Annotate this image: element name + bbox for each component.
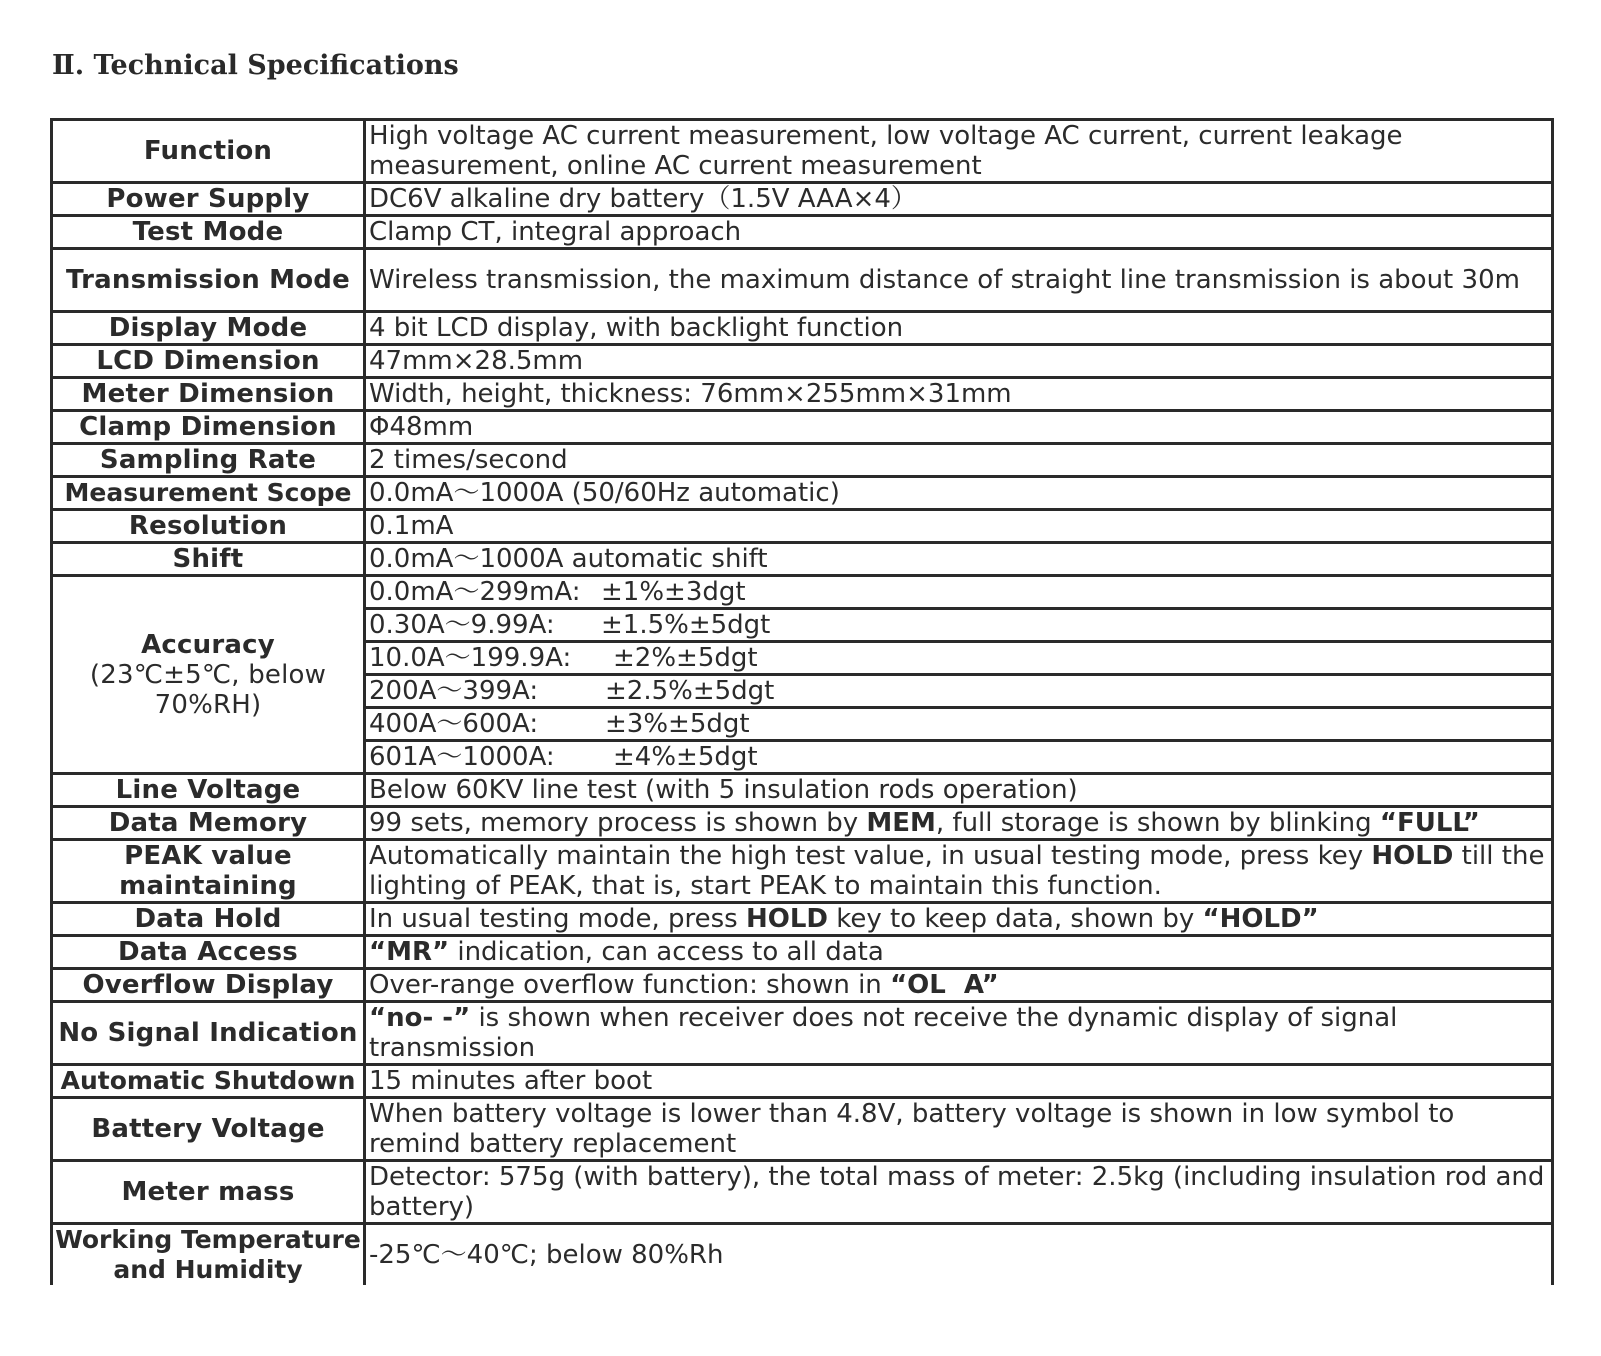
spec-value-data-access bbox=[365, 936, 1553, 969]
spec-value-function: High voltage AC current measurement, low voltage AC current, current leakage measurement, online AC current measurement bbox=[365, 120, 1553, 183]
table-row bbox=[52, 510, 1553, 543]
table-row bbox=[52, 903, 1553, 936]
spec-label-battery-voltage: Battery Voltage bbox=[52, 1098, 365, 1161]
table-row bbox=[52, 969, 1553, 1002]
table-row bbox=[52, 216, 1553, 249]
value-emphasis: “OL A” bbox=[890, 970, 999, 1000]
accuracy-tolerance: ±2.5%±5dgt bbox=[605, 676, 775, 706]
value-text: In usual testing mode, press bbox=[369, 904, 746, 934]
value-text: till the lighting of PEAK, that is, start PEAK to maintain this function. bbox=[369, 841, 1545, 901]
spec-value-automatic-shutdown: 15 minutes after boot bbox=[365, 1065, 1553, 1098]
spec-value-working-temperature: -25℃～40℃; below 80%Rh bbox=[369, 1240, 724, 1270]
spec-value-shift: 0.0mA～1000A automatic shift bbox=[365, 543, 1553, 576]
spec-label-clamp-dimension: Clamp Dimension bbox=[52, 411, 365, 444]
spec-label-function: Function bbox=[52, 120, 365, 183]
accuracy-range: 200A～399A: bbox=[369, 676, 539, 706]
spec-value-no-signal bbox=[365, 1002, 1553, 1065]
table-row bbox=[52, 1065, 1553, 1098]
spec-value-peak-value bbox=[365, 840, 1553, 903]
spec-label-working-temperature: Working Temperature and Humidity bbox=[52, 1224, 365, 1286]
table-row bbox=[52, 249, 1553, 312]
value-text: Over-range overflow function: shown in bbox=[369, 970, 891, 1000]
value-emphasis: MEM bbox=[866, 808, 936, 838]
value-emphasis: “FULL” bbox=[1379, 808, 1480, 838]
spec-label-test-mode: Test Mode bbox=[52, 216, 365, 249]
spec-value-sampling-rate: 2 times/second bbox=[365, 444, 1553, 477]
table-row bbox=[52, 345, 1553, 378]
accuracy-range: 10.0A～199.9A: bbox=[369, 643, 572, 673]
accuracy-range: 400A～600A: bbox=[369, 709, 539, 739]
spec-label-peak-value: PEAK value maintaining bbox=[52, 840, 365, 903]
accuracy-range: 0.30A～9.99A: bbox=[369, 610, 555, 640]
value-emphasis: HOLD bbox=[1371, 841, 1454, 871]
spec-value-meter-dimension: Width, height, thickness: 76mm×255mm×31mm bbox=[365, 378, 1553, 411]
accuracy-item bbox=[365, 609, 1553, 642]
spec-value-battery-voltage: When battery voltage is lower than 4.8V, battery voltage is shown in low symbol to remind battery replacement bbox=[365, 1098, 1553, 1161]
table-row bbox=[52, 477, 1553, 510]
accuracy-range: 0.0mA～299mA: bbox=[369, 577, 581, 607]
value-emphasis: “MR” bbox=[369, 937, 450, 967]
value-emphasis: “no- -” bbox=[369, 1003, 471, 1033]
accuracy-tolerance: ±1.5%±5dgt bbox=[601, 610, 771, 640]
table-row bbox=[52, 183, 1553, 216]
accuracy-tolerance: ±4%±5dgt bbox=[613, 742, 758, 772]
spec-label-sampling-rate: Sampling Rate bbox=[52, 444, 365, 477]
spec-label-resolution: Resolution bbox=[52, 510, 365, 543]
table-row bbox=[52, 1002, 1553, 1065]
spec-label-measurement-scope: Measurement Scope bbox=[52, 477, 365, 510]
spec-value-overflow-display bbox=[365, 969, 1553, 1002]
spec-label-display-mode: Display Mode bbox=[52, 312, 365, 345]
accuracy-range: 601A～1000A: bbox=[369, 742, 555, 772]
accuracy-item bbox=[365, 708, 1553, 741]
spec-label-data-access: Data Access bbox=[52, 936, 365, 969]
spec-value-line-voltage: Below 60KV line test (with 5 insulation rods operation) bbox=[365, 774, 1553, 807]
table-row bbox=[52, 936, 1553, 969]
table-row bbox=[52, 378, 1553, 411]
accuracy-tolerance: ±3%±5dgt bbox=[605, 709, 750, 739]
spec-label-transmission-mode: Transmission Mode bbox=[52, 249, 365, 312]
value-text: key to keep data, shown by bbox=[828, 904, 1203, 934]
spec-value-display-mode: 4 bit LCD display, with backlight function bbox=[365, 312, 1553, 345]
value-text: , full storage is shown by blinking bbox=[935, 808, 1380, 838]
value-text: 99 sets, memory process is shown by bbox=[369, 808, 867, 838]
spec-label-line-voltage: Line Voltage bbox=[52, 774, 365, 807]
spec-value-meter-mass: Detector: 575g (with battery), the total mass of meter: 2.5kg (including insulation rod and battery) bbox=[365, 1161, 1553, 1224]
spec-table bbox=[50, 118, 1554, 1285]
value-emphasis: HOLD bbox=[745, 904, 828, 934]
spec-label-no-signal: No Signal Indication bbox=[52, 1002, 365, 1065]
accuracy-tolerance: ±2%±5dgt bbox=[613, 643, 758, 673]
spec-label-accuracy bbox=[52, 576, 365, 774]
spec-value-clamp-dimension: Φ48mm bbox=[365, 411, 1553, 444]
table-row bbox=[52, 774, 1553, 807]
value-emphasis: “HOLD” bbox=[1202, 904, 1319, 934]
value-text: is shown when receiver does not receive the dynamic display of signal transmission bbox=[369, 1003, 1398, 1063]
spec-label-data-hold: Data Hold bbox=[52, 903, 365, 936]
spec-label-shift: Shift bbox=[52, 543, 365, 576]
table-row bbox=[52, 1098, 1553, 1161]
spec-value-transmission-mode: Wireless transmission, the maximum distance of straight line transmission is about 30m bbox=[365, 249, 1553, 312]
spec-value-lcd-dimension: 47mm×28.5mm bbox=[365, 345, 1553, 378]
accuracy-label: Accuracy bbox=[141, 629, 275, 660]
value-text: indication, can access to all data bbox=[449, 937, 884, 967]
value-text: Automatically maintain the high test value, in usual testing mode, press key bbox=[369, 841, 1372, 871]
spec-value-data-memory bbox=[365, 807, 1553, 840]
table-row bbox=[52, 411, 1553, 444]
accuracy-item bbox=[365, 642, 1553, 675]
spec-label-meter-dimension: Meter Dimension bbox=[52, 378, 365, 411]
spec-value-power-supply: DC6V alkaline dry battery（1.5V AAA×4） bbox=[365, 183, 1553, 216]
table-row bbox=[52, 444, 1553, 477]
table-row bbox=[52, 543, 1553, 576]
spec-label-automatic-shutdown: Automatic Shutdown bbox=[52, 1065, 365, 1098]
table-row bbox=[52, 1224, 1553, 1286]
accuracy-item bbox=[365, 741, 1553, 774]
spec-value-measurement-scope: 0.0mA～1000A (50/60Hz automatic) bbox=[365, 477, 1553, 510]
table-row bbox=[52, 120, 1553, 183]
spec-value-resolution: 0.1mA bbox=[365, 510, 1553, 543]
spec-label-meter-mass: Meter mass bbox=[52, 1161, 365, 1224]
table-row bbox=[52, 312, 1553, 345]
spec-value-test-mode: Clamp CT, integral approach bbox=[365, 216, 1553, 249]
table-row bbox=[52, 576, 1553, 609]
spec-label-overflow-display: Overflow Display bbox=[52, 969, 365, 1002]
spec-label-power-supply: Power Supply bbox=[52, 183, 365, 216]
page-title: Ⅱ. Technical Specifications bbox=[52, 50, 459, 81]
table-row bbox=[52, 807, 1553, 840]
table-row bbox=[52, 1161, 1553, 1224]
spec-label-lcd-dimension: LCD Dimension bbox=[52, 345, 365, 378]
accuracy-item bbox=[365, 576, 1553, 609]
accuracy-item bbox=[365, 675, 1553, 708]
accuracy-conditions: (23℃±5℃, below 70%RH) bbox=[89, 659, 327, 720]
table-row bbox=[52, 840, 1553, 903]
spec-label-data-memory: Data Memory bbox=[52, 807, 365, 840]
accuracy-tolerance: ±1%±3dgt bbox=[601, 577, 746, 607]
spec-value-data-hold bbox=[365, 903, 1553, 936]
